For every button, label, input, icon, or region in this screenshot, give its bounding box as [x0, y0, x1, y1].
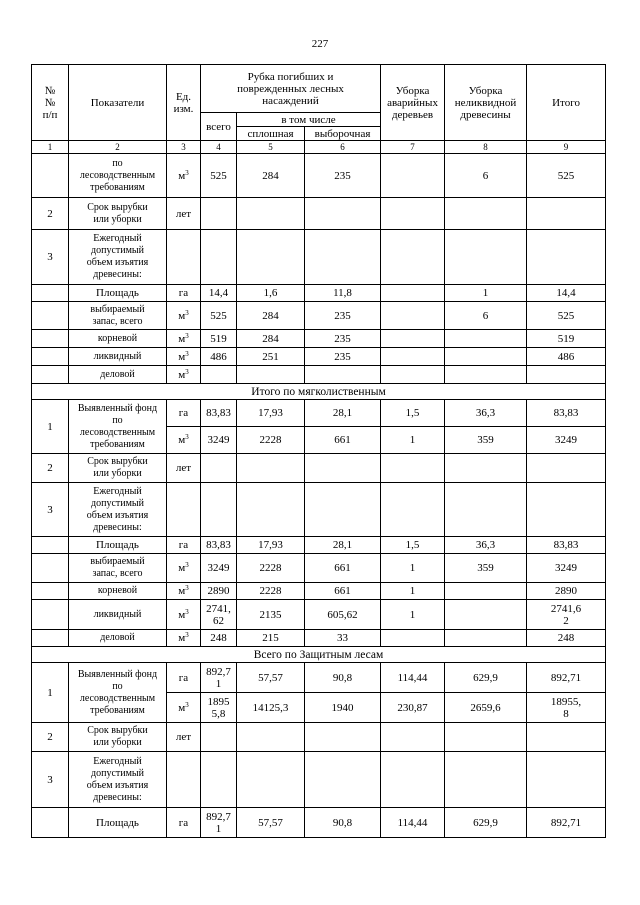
cell: 248: [527, 630, 606, 647]
cell: 6: [445, 302, 527, 330]
cell: 33: [305, 630, 381, 647]
cell: 235: [305, 154, 381, 198]
unit-m3: $м^3$: [167, 630, 201, 647]
cell: 605,62: [305, 600, 381, 630]
cell: [381, 630, 445, 647]
cell: 519: [201, 330, 237, 348]
col-number: 3: [167, 141, 201, 154]
table-row: [32, 630, 606, 647]
cell: 2890: [201, 583, 237, 600]
cell: 892,7 1: [201, 663, 237, 693]
unit-m3: $м^3$: [167, 583, 201, 600]
cell: [445, 348, 527, 366]
unit-ha: га: [167, 285, 201, 302]
cell: 2228: [237, 583, 305, 600]
row-label: Площадь: [69, 285, 167, 302]
unit-m3: $м^3$: [167, 366, 201, 384]
cell: 1: [381, 554, 445, 583]
cell: 1,6: [237, 285, 305, 302]
cell: 83,83: [527, 537, 606, 554]
header-unit: Ед. изм.: [167, 65, 201, 141]
cell: 525: [527, 154, 606, 198]
table-row: [32, 400, 606, 427]
cell: 114,44: [381, 808, 445, 838]
cell: 57,57: [237, 663, 305, 693]
cell: 892,7 1: [201, 808, 237, 838]
cell: [381, 285, 445, 302]
cell: [445, 583, 527, 600]
cell: 230,87: [381, 693, 445, 723]
row-label: ликвидный: [69, 600, 167, 630]
cell: 1,5: [381, 537, 445, 554]
cell: 661: [305, 583, 381, 600]
table-row: [32, 154, 606, 198]
row-label: по лесоводственным требованиям: [69, 154, 167, 198]
cell: 359: [445, 554, 527, 583]
row-label: Срок вырубки или уборки: [69, 723, 167, 752]
unit-m3: $м^3$: [167, 154, 201, 198]
table-row: [32, 752, 606, 808]
cell: 14,4: [201, 285, 237, 302]
table-row: [32, 723, 606, 752]
table-row: [32, 663, 606, 693]
table-row: [32, 483, 606, 537]
table-row: [32, 454, 606, 483]
cell: 892,71: [527, 663, 606, 693]
cell: 90,8: [305, 808, 381, 838]
row-number: 2: [32, 723, 69, 752]
cell: 1: [381, 600, 445, 630]
row-number: 3: [32, 483, 69, 537]
header-selective: выборочная: [305, 127, 381, 141]
cell: 1940: [305, 693, 381, 723]
cell: 284: [237, 302, 305, 330]
unit-m3: $м^3$: [167, 554, 201, 583]
section-title: Всего по Защитным лесам: [32, 647, 606, 663]
table-row: [32, 230, 606, 285]
header-felling: Рубка погибших и поврежденных лесных насаждений: [201, 65, 381, 113]
row-number: 2: [32, 454, 69, 483]
cell: 1,5: [381, 400, 445, 427]
cell: 235: [305, 302, 381, 330]
unit-m3: $м^3$: [167, 693, 201, 723]
table-row: [32, 198, 606, 230]
cell: 11,8: [305, 285, 381, 302]
section-title: Итого по мягколиственным: [32, 384, 606, 400]
unit-ha: га: [167, 400, 201, 427]
cell: 36,3: [445, 400, 527, 427]
table-row: [32, 537, 606, 554]
cell: 892,71: [527, 808, 606, 838]
row-label: Площадь: [69, 537, 167, 554]
row-label: Ежегодный допустимый объем изъятия древесины:: [69, 752, 167, 808]
row-number: 3: [32, 752, 69, 808]
unit-years: лет: [167, 723, 201, 752]
cell: 3249: [201, 427, 237, 454]
cell: 2228: [237, 554, 305, 583]
row-number: 1: [32, 400, 69, 454]
cell: 3249: [527, 427, 606, 454]
row-label: корневой: [69, 330, 167, 348]
cell: 2741,6 2: [527, 600, 606, 630]
cell: 2228: [237, 427, 305, 454]
cell: 17,93: [237, 537, 305, 554]
row-label: Ежегодный допустимый объем изъятия древесины:: [69, 230, 167, 285]
row-label: Срок вырубки или уборки: [69, 198, 167, 230]
header-illiquid: Уборка неликвидной древесины: [445, 65, 527, 141]
header-all: всего: [201, 113, 237, 141]
cell: [381, 154, 445, 198]
cell: 90,8: [305, 663, 381, 693]
cell: [445, 630, 527, 647]
cell: 2890: [527, 583, 606, 600]
cell: 1895 5,8: [201, 693, 237, 723]
cell: 1: [381, 427, 445, 454]
unit-m3: $м^3$: [167, 330, 201, 348]
cell: 661: [305, 554, 381, 583]
cell: 2135: [237, 600, 305, 630]
col-number: 7: [381, 141, 445, 154]
row-label: Срок вырубки или уборки: [69, 454, 167, 483]
cell: 2741, 62: [201, 600, 237, 630]
table-row: [32, 302, 606, 330]
cell: 629,9: [445, 663, 527, 693]
cell: 2659,6: [445, 693, 527, 723]
cell: 235: [305, 348, 381, 366]
cell: 14125,3: [237, 693, 305, 723]
col-number: 8: [445, 141, 527, 154]
unit-ha: га: [167, 537, 201, 554]
cell: 248: [201, 630, 237, 647]
cell: 18955, 8: [527, 693, 606, 723]
row-number: 3: [32, 230, 69, 285]
col-number: 9: [527, 141, 606, 154]
cell: 1: [445, 285, 527, 302]
cell: 114,44: [381, 663, 445, 693]
table-row: [32, 330, 606, 348]
cell: 525: [201, 154, 237, 198]
cell: 28,1: [305, 537, 381, 554]
col-number: 6: [305, 141, 381, 154]
cell: 14,4: [527, 285, 606, 302]
row-label: деловой: [69, 630, 167, 647]
cell: 359: [445, 427, 527, 454]
cell: 36,3: [445, 537, 527, 554]
unit-years: лет: [167, 198, 201, 230]
cell: 251: [237, 348, 305, 366]
cell: 235: [305, 330, 381, 348]
cell: 661: [305, 427, 381, 454]
cell: 519: [527, 330, 606, 348]
header-emergency: Уборка аварийных деревьев: [381, 65, 445, 141]
table-row: [32, 554, 606, 583]
row-label: ликвидный: [69, 348, 167, 366]
row-label: выбираемый запас, всего: [69, 302, 167, 330]
cell: 6: [445, 154, 527, 198]
cell: [445, 330, 527, 348]
row-label: корневой: [69, 583, 167, 600]
cell: 525: [201, 302, 237, 330]
row-number: 1: [32, 663, 69, 723]
header-num: № № п/п: [32, 65, 69, 141]
cell: 486: [527, 348, 606, 366]
col-number: 5: [237, 141, 305, 154]
row-label: деловой: [69, 366, 167, 384]
cell: 28,1: [305, 400, 381, 427]
cell: 215: [237, 630, 305, 647]
cell: [381, 302, 445, 330]
cell: 486: [201, 348, 237, 366]
header-indicator: Показатели: [69, 65, 167, 141]
table-row: [32, 285, 606, 302]
cell: 1: [381, 583, 445, 600]
cell: [381, 330, 445, 348]
page-number: 227: [311, 38, 329, 50]
cell: 57,57: [237, 808, 305, 838]
table-row: [32, 600, 606, 630]
cell: 83,83: [201, 400, 237, 427]
cell: 17,93: [237, 400, 305, 427]
unit-m3: $м^3$: [167, 348, 201, 366]
unit-m3: $м^3$: [167, 427, 201, 454]
cell: 284: [237, 330, 305, 348]
unit-years: лет: [167, 454, 201, 483]
cell: 3249: [527, 554, 606, 583]
col-number: 2: [69, 141, 167, 154]
table-row: [32, 583, 606, 600]
unit-m3: $м^3$: [167, 302, 201, 330]
row-label: Выявленный фонд по лесоводственным требованиям: [69, 400, 167, 454]
table-row: [32, 366, 606, 384]
row-label: выбираемый запас, всего: [69, 554, 167, 583]
cell: 525: [527, 302, 606, 330]
col-number: 4: [201, 141, 237, 154]
cell: 3249: [201, 554, 237, 583]
cell: [381, 348, 445, 366]
header-clear: сплошная: [237, 127, 305, 141]
row-label: Площадь: [69, 808, 167, 838]
row-label: Выявленный фонд по лесоводственным требованиям: [69, 663, 167, 723]
header-total: Итого: [527, 65, 606, 141]
row-label: Ежегодный допустимый объем изъятия древесины:: [69, 483, 167, 537]
cell: 83,83: [201, 537, 237, 554]
col-number: 1: [32, 141, 69, 154]
cell: 83,83: [527, 400, 606, 427]
cell: 629,9: [445, 808, 527, 838]
unit-ha: га: [167, 663, 201, 693]
cell: 284: [237, 154, 305, 198]
table-row: [32, 348, 606, 366]
header-including: в том числе: [237, 113, 381, 127]
table-row: [32, 808, 606, 838]
forest-harvest-table: [31, 64, 606, 838]
unit-ha: га: [167, 808, 201, 838]
unit-m3: $м^3$: [167, 600, 201, 630]
row-number: 2: [32, 198, 69, 230]
cell: [445, 600, 527, 630]
